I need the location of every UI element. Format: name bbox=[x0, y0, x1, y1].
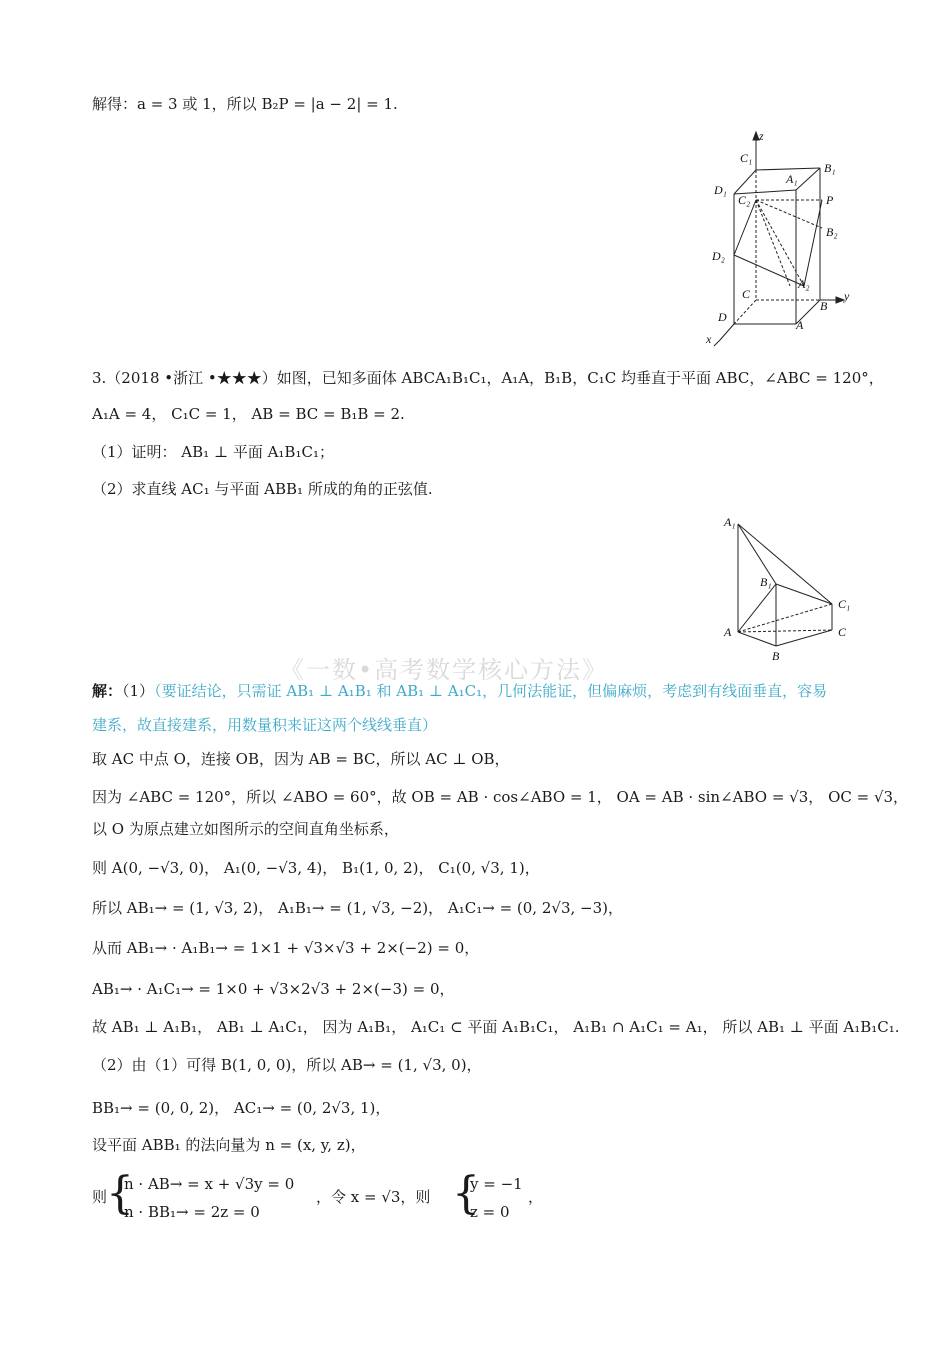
fig1-label-B: B bbox=[820, 299, 828, 313]
solution-l2: 因为 ∠ABC = 120°，所以 ∠ABO = 60°，故 OB = AB · cos∠ABO = 1， OA = AB · sin∠ABO = √3， OC = √3， bbox=[92, 788, 909, 806]
solution-l1: 取 AC 中点 O，连接 OB，因为 AB = BC，所以 AC ⊥ OB， bbox=[92, 750, 510, 768]
fig1-label-D2: D₂ bbox=[712, 249, 725, 263]
hint-text-1: （要证结论，只需证 AB₁ ⊥ A₁B₁ 和 AB₁ ⊥ A₁C₁，几何法能证，但偏麻烦，考虑到有线面垂直，容易 bbox=[154, 682, 828, 700]
brace-left-1: { bbox=[106, 1168, 134, 1219]
solution-l6: 从而 AB₁→ · A₁B₁→ = 1×1 + √3×√3 + 2×(−2) = 0， bbox=[92, 939, 480, 957]
fig1-label-B1: B₁ bbox=[824, 161, 836, 175]
solution-l10: BB₁→ = (0, 0, 2)， AC₁→ = (0, 2√3, 1)， bbox=[92, 1099, 391, 1117]
solution-l7: AB₁→ · A₁C₁→ = 1×0 + √3×2√3 + 2×(−3) = 0， bbox=[92, 980, 455, 998]
fig1-label-C2: C₂ bbox=[738, 193, 751, 207]
problem-line2: A₁A = 4， C₁C = 1， AB = BC = B₁B = 2. bbox=[92, 405, 405, 423]
system-2-eq-b: z = 0 bbox=[470, 1203, 510, 1221]
fig1-label-y: y bbox=[844, 289, 850, 303]
fig2-label-A1: A₁ bbox=[724, 515, 736, 529]
fig2-label-C1: C₁ bbox=[838, 597, 851, 611]
solution-l11: 设平面 ABB₁ 的法向量为 n = (x, y, z)， bbox=[92, 1136, 366, 1154]
solution-l8: 故 AB₁ ⊥ A₁B₁， AB₁ ⊥ A₁C₁， 因为 A₁B₁， A₁C₁ ⊂ 平面 A₁B₁C₁， A₁B₁ ∩ A₁C₁ = A₁， 所以 AB₁ ⊥ 平面 A₁B₁C₁. bbox=[92, 1018, 900, 1036]
fig1-label-D1: D₁ bbox=[714, 183, 727, 197]
problem-q1: （1）证明： AB₁ ⊥ 平面 A₁B₁C₁； bbox=[92, 443, 334, 461]
solution-hint-line1 bbox=[92, 680, 827, 701]
brace-left-2: { bbox=[452, 1168, 480, 1219]
system-1 bbox=[124, 1170, 294, 1226]
problem-q2: （2）求直线 AC₁ 与平面 ABB₁ 所成的角的正弦值. bbox=[92, 480, 433, 498]
solution-part1: （1） bbox=[122, 682, 155, 700]
fig1-label-C1: C₁ bbox=[740, 151, 753, 165]
fig1-label-A2: A₂ bbox=[798, 277, 810, 291]
fig1-label-z: z bbox=[759, 129, 764, 143]
fig1-label-A: A bbox=[796, 318, 804, 332]
system-2 bbox=[470, 1170, 523, 1226]
watermark: 《一数•高考数学核心方法》 bbox=[280, 656, 609, 684]
fig1-label-x: x bbox=[706, 332, 712, 346]
solution-l12-prefix: 则 bbox=[92, 1188, 108, 1206]
fig2-label-A: A bbox=[724, 625, 732, 639]
solution-l5: 所以 AB₁→ = (1, √3, 2)， A₁B₁→ = (1, √3, −2)， A₁C₁→ = (0, 2√3, −3)， bbox=[92, 899, 623, 917]
system-1-eq-a: n · AB→ = x + √3y = 0 bbox=[124, 1175, 295, 1193]
fig1-label-D: D bbox=[718, 310, 727, 324]
fig2-label-B1: B₁ bbox=[760, 575, 772, 589]
solution-hint-line2: 建系，故直接建系，用数量积来证这两个线线垂直） bbox=[92, 716, 438, 734]
figure-prism bbox=[700, 128, 860, 348]
fig1-label-B2: B₂ bbox=[826, 225, 838, 239]
solution-head: 解： bbox=[92, 682, 123, 700]
solution-l12-mid: ，令 x = √3，则 bbox=[316, 1188, 431, 1206]
solution-l12-end: ， bbox=[528, 1188, 544, 1206]
top-line: 解得：a = 3 或 1，所以 B₂P = |a − 2| = 1. bbox=[92, 95, 398, 113]
fig2-label-B: B bbox=[772, 649, 780, 663]
solution-l9: （2）由（1）可得 B(1, 0, 0)，所以 AB→ = (1, √3, 0)， bbox=[92, 1056, 482, 1074]
fig1-label-C: C bbox=[742, 287, 751, 301]
solution-l3: 以 O 为原点建立如图所示的空间直角坐标系， bbox=[92, 820, 399, 838]
fig1-label-P: P bbox=[826, 193, 834, 207]
figure-polyhedron bbox=[720, 514, 870, 664]
fig2-label-C: C bbox=[838, 625, 847, 639]
system-2-eq-a: y = −1 bbox=[470, 1175, 523, 1193]
fig1-label-A1: A₁ bbox=[786, 172, 798, 186]
problem-line1: 3.（2018 •浙江 •★★★）如图，已知多面体 ABCA₁B₁C₁，A₁A，B₁B，C₁C 均垂直于平面 ABC，∠ABC = 120°， bbox=[92, 369, 884, 387]
system-1-eq-b: n · BB₁→ = 2z = 0 bbox=[124, 1203, 260, 1221]
solution-l4: 则 A(0, −√3, 0)， A₁(0, −√3, 4)， B₁(1, 0, 2)， C₁(0, √3, 1)， bbox=[92, 859, 540, 877]
